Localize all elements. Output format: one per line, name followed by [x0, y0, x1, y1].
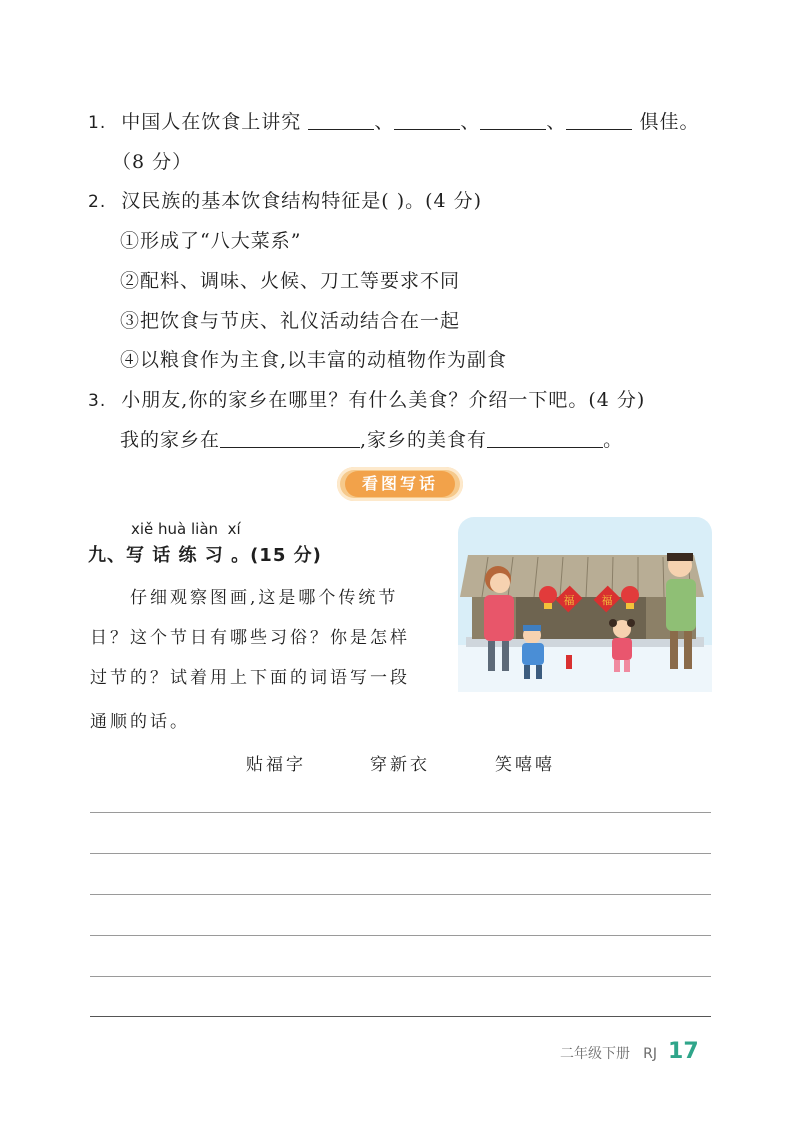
question-text: 中国人在饮食上讲究: [121, 111, 302, 133]
question-tail: 俱佳。: [639, 111, 700, 133]
separator: 、: [460, 111, 481, 133]
keyword-1: 贴福字: [246, 755, 306, 775]
fill-label: 我的家乡在: [120, 429, 221, 451]
answer-blank[interactable]: [308, 109, 374, 130]
option-3: ③把饮食与节庆、礼仪活动结合在一起: [120, 310, 461, 332]
keyword-3: 笑嘻嘻: [495, 755, 555, 775]
couplet-fu-right: 福: [601, 594, 613, 607]
prompt-line-3: 过节的？试着用上下面的词语写一段: [90, 668, 410, 688]
section-badge-label: 看图写话: [345, 471, 455, 497]
question-3-fill: [120, 425, 623, 452]
grade-label: 二年级下册: [560, 1046, 630, 1062]
question-number: 1.: [88, 113, 107, 133]
question-9-title: 九、写 话 练 习 。(15 分): [88, 545, 322, 566]
keyword-2: 穿新衣: [370, 755, 430, 775]
festival-illustration: [458, 517, 712, 692]
couplet-fu-left: 福: [563, 594, 575, 607]
option-4: ④以粮食作为主食,以丰富的动植物作为副食: [120, 349, 508, 371]
writing-line[interactable]: [90, 894, 711, 895]
question-number: 3.: [88, 391, 107, 411]
writing-line[interactable]: [90, 1016, 711, 1017]
page-footer: [560, 1039, 699, 1064]
title-pinyin: xiě huà liàn xí: [131, 520, 241, 538]
option-2: ②配料、调味、火候、刀工等要求不同: [120, 270, 461, 292]
prompt-line-4: 通顺的话。: [90, 712, 190, 732]
option-1: ①形成了“八大菜系”: [120, 230, 302, 252]
writing-line[interactable]: [90, 976, 711, 977]
hometown-blank[interactable]: [220, 427, 360, 448]
separator: 、: [374, 111, 395, 133]
question-3: [88, 385, 645, 412]
food-blank[interactable]: [487, 427, 603, 448]
section-badge: [337, 467, 463, 501]
answer-blank[interactable]: [566, 109, 632, 130]
prompt-line-2: 日？这个节日有哪些习俗？你是怎样: [90, 628, 410, 648]
prompt-line-1: 仔细观察图画,这是哪个传统节: [130, 588, 399, 608]
writing-line[interactable]: [90, 935, 711, 936]
question-text: 小朋友,你的家乡在哪里？有什么美食？介绍一下吧。(4 分): [121, 389, 646, 411]
fill-label: ,家乡的美食有: [360, 429, 488, 451]
fill-end: 。: [603, 429, 624, 451]
separator: 、: [546, 111, 567, 133]
question-2: [88, 186, 482, 213]
answer-blank[interactable]: [480, 109, 546, 130]
festival-illustration-svg: [458, 517, 712, 692]
writing-line[interactable]: [90, 853, 711, 854]
question-1-score: （8 分）: [112, 151, 193, 173]
writing-line[interactable]: [90, 812, 711, 813]
question-1: [88, 107, 699, 134]
answer-blank[interactable]: [394, 109, 460, 130]
page-number: 17: [668, 1039, 699, 1064]
question-number: 2.: [88, 192, 107, 212]
edition-label: RJ: [643, 1046, 657, 1062]
question-text: 汉民族的基本饮食结构特征是( )。(4 分): [121, 190, 483, 212]
